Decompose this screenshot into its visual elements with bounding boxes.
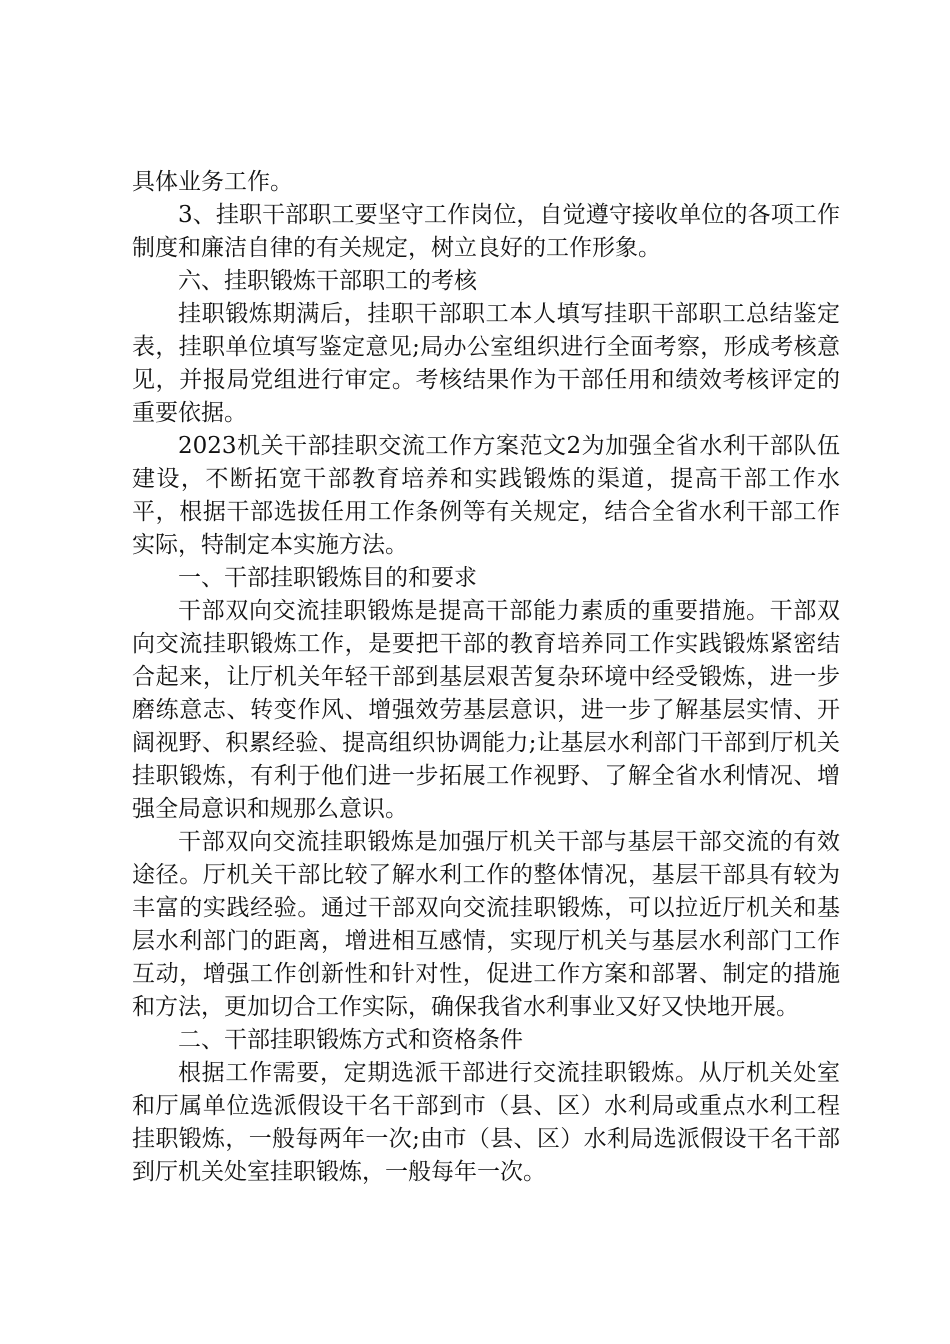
paragraph-continuation: 具体业务工作。: [132, 169, 293, 195]
document-body: [132, 166, 840, 1189]
paragraph-exchange: 干部双向交流挂职锻炼是加强厅机关干部与基层干部交流的有效途径。厅机关干部比较了解水利工作的整体情况，基层干部具有较为丰富的实践经验。通过干部双向交流挂职锻炼，可以拉近厅机关和基层水利部门的距离，增进相互感情，实现厅机关与基层水利部门工作互动，增强工作创新性和针对性，促进工作方案和部署、制定的措施和方法，更加切合工作实际，确保我省水利事业又好又快地开展。: [132, 829, 840, 1020]
paragraph-plan-intro: 2023机关干部挂职交流工作方案范文2为加强全省水利干部队伍建设，不断拓宽干部教育培养和实践锻炼的渠道，提高干部工作水平，根据干部选拔任用工作条例等有关规定，结合全省水利干部工作实际，特制定本实施方法。: [132, 433, 840, 558]
section-heading-2: 二、干部挂职锻炼方式和资格条件: [178, 1027, 523, 1053]
paragraph-assessment: 挂职锻炼期满后，挂职干部职工本人填写挂职干部职工总结鉴定表，挂职单位填写鉴定意见;局办公室组织进行全面考察，形成考核意见，并报局党组进行审定。考核结果作为干部任用和绩效考核评定的重要依据。: [132, 301, 840, 426]
paragraph-item-3: 3、挂职干部职工要坚守工作岗位，自觉遵守接收单位的各项工作制度和廉洁自律的有关规定，树立良好的工作形象。: [132, 202, 840, 261]
section-heading-1: 一、干部挂职锻炼目的和要求: [178, 565, 477, 591]
paragraph-purpose: 干部双向交流挂职锻炼是提高干部能力素质的重要措施。干部双向交流挂职锻炼工作，是要把干部的教育培养同工作实践锻炼紧密结合起来，让厅机关年轻干部到基层艰苦复杂环境中经受锻炼，进一步磨练意志、转变作风、增强效劳基层意识，进一步了解基层实情、开阔视野、积累经验、提高组织协调能力;让基层水利部门干部到厅机关挂职锻炼，有利于他们进一步拓展工作视野、了解全省水利情况、增强全局意识和规那么意识。: [132, 598, 840, 822]
paragraph-method: 根据工作需要，定期选派干部进行交流挂职锻炼。从厅机关处室和厅属单位选派假设干名干部到市（县、区）水利局或重点水利工程挂职锻炼，一般每两年一次;由市（县、区）水利局选派假设干名干部到厅机关处室挂职锻炼，一般每年一次。: [132, 1060, 840, 1185]
section-heading-6: 六、挂职锻炼干部职工的考核: [178, 268, 477, 294]
